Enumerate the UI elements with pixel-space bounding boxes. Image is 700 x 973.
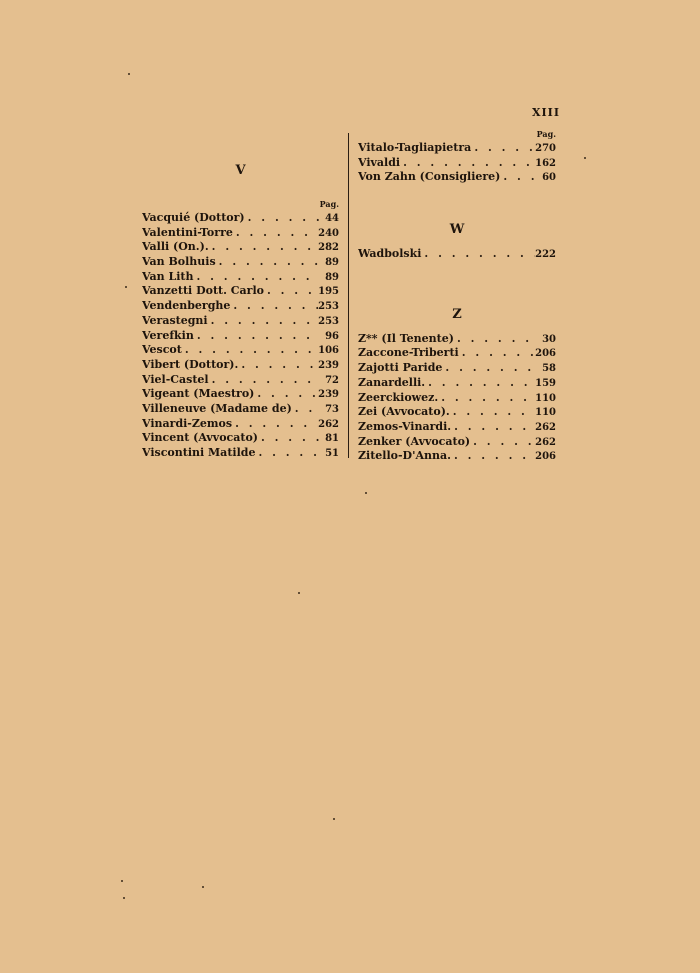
entry-name: Villeneuve (Madame de)	[142, 401, 292, 415]
pag-label: Pag.	[536, 129, 556, 139]
entry-name: Van Bolhuis	[142, 255, 216, 269]
entry-page-number: 106	[318, 345, 339, 357]
leader-dots	[209, 240, 318, 255]
entry-name: Verefkin	[142, 328, 194, 342]
leader-dots	[230, 299, 318, 314]
index-entry	[358, 170, 556, 185]
leader-dots	[216, 255, 319, 270]
entry-page-number: 206	[535, 348, 556, 360]
leader-dots	[193, 270, 319, 285]
index-entry	[142, 240, 339, 255]
entry-name: Vivaldi	[358, 155, 401, 169]
paper-speck	[125, 286, 127, 288]
entry-name: Vitalo-Tagliapietra	[358, 141, 472, 154]
index-entry	[142, 314, 339, 329]
paper-speck	[202, 886, 204, 888]
index-column-left	[142, 160, 339, 461]
leader-dots	[425, 376, 535, 391]
leader-dots	[421, 247, 535, 262]
entry-page-number: 239	[318, 389, 339, 401]
leader-dots	[264, 284, 318, 299]
entry-name: Zenker (Avvocato)	[358, 434, 471, 448]
paper-speck	[365, 492, 367, 494]
index-entry	[142, 299, 339, 314]
entry-name: Valli (On.).	[142, 240, 209, 254]
entry-name: Von Zahn (Consigliere)	[358, 170, 501, 184]
spacer	[358, 185, 556, 219]
paper-speck	[123, 897, 125, 899]
entry-name: Zei (Avvocato).	[358, 405, 450, 419]
paper-speck	[128, 73, 130, 75]
section-letter-z: Z	[452, 306, 462, 322]
leader-dots	[400, 156, 535, 171]
paper-speck	[333, 818, 335, 820]
section-letter-v: V	[235, 163, 246, 178]
entry-page-number: 262	[535, 421, 556, 433]
index-entry	[142, 284, 339, 299]
entry-name: Viel-Castel	[142, 372, 209, 386]
leader-dots	[194, 329, 319, 344]
index-entry	[358, 346, 556, 361]
page-number: XIII	[532, 106, 560, 119]
entry-name: Vescot	[142, 343, 182, 357]
entry-page-number: 222	[535, 249, 556, 261]
index-entry	[358, 449, 556, 464]
leader-dots	[450, 405, 535, 420]
index-entry	[142, 270, 339, 285]
leader-dots	[292, 402, 319, 417]
index-entry	[142, 226, 339, 241]
entry-name: Wadbolski	[358, 247, 422, 261]
entry-name: Vibert (Dottor).	[142, 357, 239, 371]
leader-dots	[454, 332, 536, 347]
entry-name: Vinardi-Zemos	[142, 416, 233, 430]
entry-name: Zeerckiowez.	[358, 390, 439, 404]
entry-name: Zitello-D'Anna.	[358, 449, 451, 463]
index-entry	[142, 402, 339, 417]
index-entry	[142, 255, 339, 270]
entry-page-number: 159	[535, 377, 556, 389]
entry-name: Vanzetti Dott. Carlo	[142, 284, 264, 298]
entry-name: Valentini-Torre	[142, 225, 233, 239]
entry-page-number: 58	[542, 363, 556, 375]
entry-page-number: 110	[535, 407, 556, 419]
entry-name: Van Lith	[142, 269, 194, 283]
entry-page-number: 206	[535, 451, 556, 463]
leader-dots	[438, 391, 535, 406]
index-column-right	[358, 128, 556, 464]
entry-page-number: 60	[542, 172, 556, 184]
index-entry	[358, 332, 556, 347]
entry-page-number: 195	[318, 286, 339, 298]
leader-dots	[233, 226, 318, 241]
entry-name: Zemos-Vinardi.	[358, 419, 452, 433]
leader-dots	[471, 141, 535, 156]
entry-name: Vincent (Avvocato)	[142, 431, 258, 445]
entry-name: Zajotti Paride	[358, 361, 443, 375]
entry-name: Z** (Il Tenente)	[358, 331, 454, 345]
index-entry	[358, 156, 556, 171]
paper-speck	[121, 880, 123, 882]
entry-page-number: 30	[542, 333, 556, 345]
entry-page-number: 253	[318, 315, 339, 327]
leader-dots	[208, 314, 319, 329]
entry-page-number: 96	[325, 330, 339, 342]
leader-dots	[255, 446, 319, 461]
entry-page-number: 72	[325, 374, 339, 386]
entry-page-number: 270	[535, 143, 556, 154]
index-entry	[142, 343, 339, 358]
pag-label: Pag.	[319, 199, 339, 209]
entry-page-number: 89	[325, 257, 339, 269]
index-entry	[142, 373, 339, 388]
leader-dots	[254, 387, 318, 402]
index-entry	[142, 329, 339, 344]
entry-name: Vendenberghe	[142, 299, 231, 313]
entry-page-number: 239	[318, 359, 339, 371]
entry-page-number: 262	[535, 436, 556, 448]
entry-page-number: 73	[325, 403, 339, 415]
entry-page-number: 282	[318, 242, 339, 254]
entry-name: Zanardelli.	[358, 375, 426, 389]
index-entry	[142, 446, 339, 461]
leader-dots	[451, 420, 535, 435]
entry-page-number: 110	[535, 392, 556, 404]
leader-dots	[258, 431, 319, 446]
leader-dots	[451, 449, 535, 464]
index-entry	[358, 435, 556, 450]
index-entry	[358, 391, 556, 406]
leader-dots	[238, 358, 318, 373]
index-entry	[142, 431, 339, 446]
spacer	[142, 182, 339, 198]
index-entry	[358, 361, 556, 376]
index-entry	[358, 247, 556, 262]
entry-page-number: 262	[318, 418, 339, 430]
entry-page-number: 44	[325, 213, 339, 224]
entry-list-v	[142, 211, 339, 461]
entry-list-w	[358, 247, 556, 262]
leader-dots	[209, 373, 319, 388]
entry-name: Zaccone-Triberti	[358, 346, 459, 360]
leader-dots	[182, 343, 318, 358]
paper-speck	[584, 157, 586, 159]
index-entry	[358, 405, 556, 420]
entry-name: Viscontini Matilde	[142, 446, 256, 459]
paper-speck	[298, 592, 300, 594]
leader-dots	[500, 170, 536, 185]
index-entry	[358, 376, 556, 391]
index-entry	[142, 358, 339, 373]
leader-dots	[245, 211, 319, 226]
entry-list-v-continued	[358, 141, 556, 185]
index-entry	[142, 211, 339, 226]
entry-page-number: 51	[325, 448, 339, 459]
leader-dots	[459, 346, 535, 361]
section-letter-w: W	[449, 222, 465, 238]
entry-page-number: 81	[325, 433, 339, 445]
index-entry	[358, 420, 556, 435]
entry-page-number: 253	[318, 301, 339, 313]
spacer	[358, 262, 556, 304]
entry-page-number: 162	[535, 157, 556, 169]
leader-dots	[442, 361, 536, 376]
entry-name: Verastegni	[142, 313, 208, 327]
entry-name: Vigeant (Maestro)	[142, 387, 255, 401]
entry-name: Vacquié (Dottor)	[142, 211, 245, 224]
column-divider	[348, 133, 349, 458]
index-entry	[142, 387, 339, 402]
entry-page-number: 240	[318, 227, 339, 239]
entry-list-z	[358, 332, 556, 464]
index-entry	[358, 141, 556, 156]
index-entry	[142, 417, 339, 432]
leader-dots	[232, 417, 318, 432]
leader-dots	[470, 435, 535, 450]
entry-page-number: 89	[325, 271, 339, 283]
